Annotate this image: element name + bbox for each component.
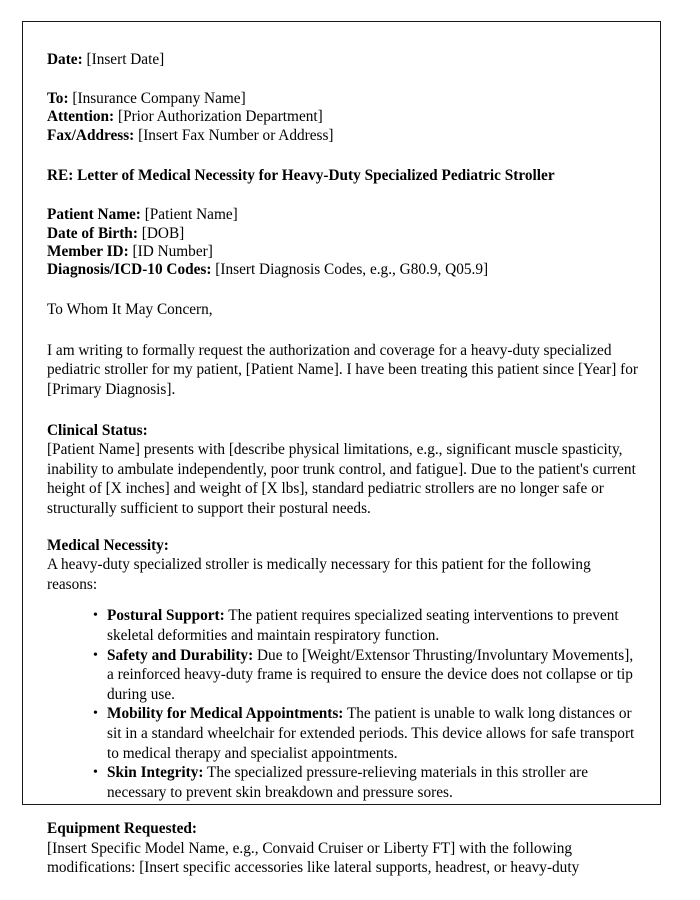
field-attention-label: Attention:: [47, 108, 115, 126]
bullet-text: The patient requires specialized seating interventions to prevent skeletal deformities and maintain respiratory function.: [107, 607, 619, 644]
spacer-before-salutation: [47, 279, 643, 300]
subject-line: RE: Letter of Medical Necessity for Heavy-Duty Specialized Pediatric Stroller: [47, 166, 555, 184]
bullet-title: Postural Support:: [107, 607, 225, 625]
spacer-before-bullets: [47, 594, 643, 606]
spacer-before-medical-necessity: [47, 519, 643, 536]
field-diagnosis-codes-value: [Insert Diagnosis Codes, e.g., G80.9, Q05.9]: [215, 261, 489, 279]
field-patient-name-label: Patient Name:: [47, 206, 141, 224]
document-content: [47, 22, 643, 878]
field-date-of-birth: [47, 225, 643, 243]
bullet-text: The patient is unable to walk long distances or sit in a standard wheelchair for extended periods. This device allows for safe transport to medical therapy and specialist appointments.: [107, 705, 635, 762]
field-date-label: Date:: [47, 51, 83, 68]
field-date-of-birth-value: [DOB]: [141, 224, 185, 242]
list-item: [93, 704, 643, 763]
bullet-title: Skin Integrity:: [107, 764, 204, 782]
field-member-id: [47, 243, 643, 261]
field-diagnosis-codes: [47, 261, 643, 279]
equipment-requested-body: [Insert Specific Model Name, e.g., Convaid Cruiser or Liberty FT] with the following modifications: [Insert specific accessories like lateral supports, headrest, or heavy-duty: [47, 839, 580, 877]
field-fax-address: [47, 127, 643, 145]
medical-necessity-body: A heavy-duty specialized stroller is medically necessary for this patient for the following reasons:: [47, 556, 591, 593]
spacer-before-clinical-status: [47, 400, 643, 421]
equipment-requested-heading: Equipment Requested:: [47, 820, 198, 838]
spacer-after-salutation: [47, 320, 643, 341]
field-patient-name: [47, 206, 643, 224]
medical-necessity-heading: Medical Necessity:: [47, 536, 169, 554]
bullet-title: Mobility for Medical Appointments:: [107, 705, 344, 723]
spacer-before-subject: [47, 145, 643, 166]
field-diagnosis-codes-label: Diagnosis/ICD-10 Codes:: [47, 261, 212, 279]
field-attention: [47, 108, 643, 126]
field-date: [47, 51, 643, 69]
intro-paragraph: I am writing to formally request the authorization and coverage for a heavy-duty specialized pediatric stroller for my patient, [Patient Name]. I have been treating this patient since [Year] for [Primary Diagnosis].: [47, 341, 638, 398]
bullet-title: Safety and Durability:: [107, 646, 254, 664]
field-attention-value: [Prior Authorization Department]: [117, 108, 323, 126]
bullet-text: Due to [Weight/Extensor Thrusting/Involuntary Movements], a reinforced heavy-duty frame is required to ensure the device does not collapse or tip during use.: [107, 646, 634, 703]
field-date-of-birth-label: Date of Birth:: [47, 224, 138, 242]
field-to: [47, 90, 643, 108]
list-item: [93, 606, 643, 645]
list-item: [93, 763, 643, 802]
clinical-status-heading: Clinical Status:: [47, 421, 148, 439]
field-to-label: To:: [47, 90, 69, 108]
field-member-id-value: [ID Number]: [132, 242, 213, 260]
field-to-value: [Insurance Company Name]: [72, 90, 246, 108]
list-item: [93, 646, 643, 705]
field-fax-address-value: [Insert Fax Number or Address]: [138, 126, 334, 144]
bullet-text: The specialized pressure-relieving materials in this stroller are necessary to prevent skin breakdown and pressure sores.: [107, 764, 589, 801]
top-spacer: [47, 22, 643, 51]
spacer-after-date: [47, 69, 643, 90]
spacer-before-equipment: [47, 802, 643, 819]
document-page: [22, 21, 661, 877]
medical-necessity-bullet-list: [47, 606, 643, 802]
field-date-value: [Insert Date]: [86, 51, 165, 68]
field-fax-address-label: Fax/Address:: [47, 126, 135, 144]
field-patient-name-value: [Patient Name]: [144, 206, 238, 224]
field-member-id-label: Member ID:: [47, 242, 129, 260]
spacer-after-subject: [47, 185, 643, 206]
clinical-status-body: [Patient Name] presents with [describe physical limitations, e.g., significant muscle spasticity, inability to ambulate independently, poor trunk control, and fatigue]. Due to the patient's current height of [X inches] and weight of [X lbs], standard pediatric strollers are no longer safe or structurally sufficient to support their postural needs.: [47, 441, 636, 517]
salutation: To Whom It May Concern,: [47, 301, 213, 319]
